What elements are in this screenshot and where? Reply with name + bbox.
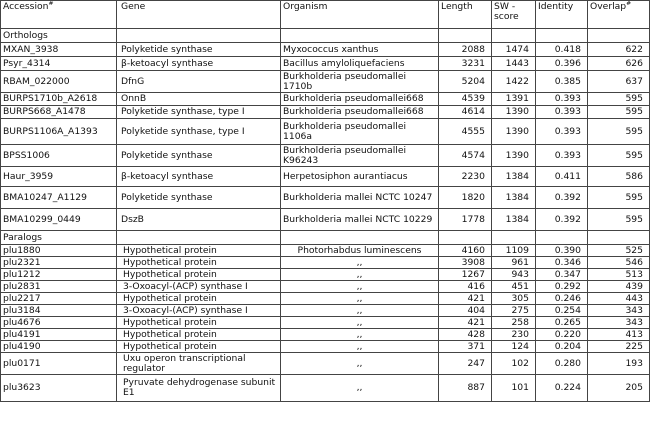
gene-cell: Hypothetical protein <box>117 293 281 305</box>
accession-cell: plu1880 <box>1 245 117 257</box>
accession-cell: plu3623 <box>1 375 117 402</box>
sw-score-cell: 1109 <box>492 245 536 257</box>
gene-cell: β-ketoacyl synthase <box>117 57 281 71</box>
organism-cell: Burkholderia pseudomallei668 <box>281 106 439 119</box>
overlap-cell: 586 <box>588 167 650 187</box>
gene-cell: β-ketoacyl synthase <box>117 167 281 187</box>
identity-cell: 0.204 <box>536 341 588 353</box>
table-row <box>1 329 650 341</box>
gene-cell: Hypothetical protein <box>117 257 281 269</box>
gene-cell: DfnG <box>117 71 281 93</box>
accession-cell: plu4191 <box>1 329 117 341</box>
table-row <box>1 187 650 209</box>
gene-cell: Polyketide synthase, type I <box>117 106 281 119</box>
gene-cell: 3-Oxoacyl-(ACP) synthase I <box>117 305 281 317</box>
table-row <box>1 57 650 71</box>
overlap-footnote-mark: # <box>626 0 632 7</box>
identity-cell: 0.392 <box>536 209 588 231</box>
organism-cell: ,, <box>281 269 439 281</box>
section-label-orthologs: Orthologs <box>1 29 117 43</box>
sw-score-cell: 961 <box>492 257 536 269</box>
accession-cell: MXAN_3938 <box>1 43 117 57</box>
table-row <box>1 281 650 293</box>
gene-cell: DszB <box>117 209 281 231</box>
table-row <box>1 375 650 402</box>
accession-cell: RBAM_022000 <box>1 71 117 93</box>
overlap-cell: 546 <box>588 257 650 269</box>
header-row <box>1 1 650 29</box>
overlap-cell: 343 <box>588 317 650 329</box>
sw-score-cell: 1422 <box>492 71 536 93</box>
overlap-cell: 595 <box>588 187 650 209</box>
gene-cell: Hypothetical protein <box>117 269 281 281</box>
header-sw-score: SW - score <box>492 1 536 29</box>
sw-score-cell: 1390 <box>492 106 536 119</box>
identity-cell: 0.292 <box>536 281 588 293</box>
header-overlap: Overlap# <box>588 1 650 29</box>
accession-cell: plu4190 <box>1 341 117 353</box>
identity-cell: 0.393 <box>536 93 588 106</box>
identity-cell: 0.346 <box>536 257 588 269</box>
length-cell: 4614 <box>439 106 492 119</box>
overlap-cell: 205 <box>588 375 650 402</box>
overlap-cell: 595 <box>588 209 650 231</box>
table-row <box>1 257 650 269</box>
accession-footnote-mark: # <box>48 0 54 7</box>
length-cell: 4574 <box>439 145 492 167</box>
overlap-cell: 595 <box>588 106 650 119</box>
sw-score-cell: 1384 <box>492 167 536 187</box>
accession-cell: plu0171 <box>1 353 117 375</box>
organism-cell: ,, <box>281 293 439 305</box>
accession-cell: BMA10299_0449 <box>1 209 117 231</box>
accession-cell: plu2217 <box>1 293 117 305</box>
header-identity: Identity <box>536 1 588 29</box>
overlap-cell: 595 <box>588 145 650 167</box>
length-cell: 247 <box>439 353 492 375</box>
organism-cell: Burkholderia mallei NCTC 10229 <box>281 209 439 231</box>
sw-score-cell: 1390 <box>492 119 536 145</box>
identity-cell: 0.224 <box>536 375 588 402</box>
length-cell: 404 <box>439 305 492 317</box>
overlap-cell: 622 <box>588 43 650 57</box>
table-row <box>1 145 650 167</box>
gene-cell: Hypothetical protein <box>117 341 281 353</box>
sw-score-cell: 124 <box>492 341 536 353</box>
gene-cell: OnnB <box>117 93 281 106</box>
identity-cell: 0.390 <box>536 245 588 257</box>
gene-cell: Polyketide synthase, type I <box>117 119 281 145</box>
table-row <box>1 167 650 187</box>
accession-cell: plu2831 <box>1 281 117 293</box>
identity-cell: 0.347 <box>536 269 588 281</box>
overlap-cell: 439 <box>588 281 650 293</box>
length-cell: 1267 <box>439 269 492 281</box>
length-cell: 887 <box>439 375 492 402</box>
overlap-cell: 413 <box>588 329 650 341</box>
accession-cell: plu2321 <box>1 257 117 269</box>
organism-cell: ,, <box>281 257 439 269</box>
identity-cell: 0.411 <box>536 167 588 187</box>
gene-cell: Polyketide synthase <box>117 145 281 167</box>
length-cell: 2230 <box>439 167 492 187</box>
sw-score-cell: 1390 <box>492 145 536 167</box>
sw-score-cell: 1384 <box>492 209 536 231</box>
organism-cell: Bacillus amyloliquefaciens <box>281 57 439 71</box>
gene-cell: Uxu operon transcriptional regulator <box>117 353 281 375</box>
length-cell: 1778 <box>439 209 492 231</box>
section-row-orthologs <box>1 29 650 43</box>
identity-cell: 0.246 <box>536 293 588 305</box>
table-row <box>1 245 650 257</box>
section-row-paralogs <box>1 231 650 245</box>
identity-cell: 0.265 <box>536 317 588 329</box>
length-cell: 3908 <box>439 257 492 269</box>
header-gene: Gene <box>117 1 281 29</box>
identity-cell: 0.393 <box>536 145 588 167</box>
accession-cell: BURPS1710b_A2618 <box>1 93 117 106</box>
table-row <box>1 293 650 305</box>
identity-cell: 0.392 <box>536 187 588 209</box>
overlap-cell: 595 <box>588 119 650 145</box>
organism-cell: Burkholderia pseudomallei K96243 <box>281 145 439 167</box>
gene-cell: Hypothetical protein <box>117 317 281 329</box>
overlap-cell: 193 <box>588 353 650 375</box>
overlap-cell: 443 <box>588 293 650 305</box>
length-cell: 416 <box>439 281 492 293</box>
overlap-cell: 513 <box>588 269 650 281</box>
organism-cell: Burkholderia pseudomallei 1710b <box>281 71 439 93</box>
overlap-cell: 225 <box>588 341 650 353</box>
organism-cell: ,, <box>281 317 439 329</box>
table-row <box>1 43 650 57</box>
organism-cell: Myxococcus xanthus <box>281 43 439 57</box>
gene-cell: Hypothetical protein <box>117 245 281 257</box>
length-cell: 371 <box>439 341 492 353</box>
overlap-cell: 343 <box>588 305 650 317</box>
sw-score-cell: 1391 <box>492 93 536 106</box>
length-cell: 2088 <box>439 43 492 57</box>
table-row <box>1 353 650 375</box>
accession-cell: BMA10247_A1129 <box>1 187 117 209</box>
length-cell: 428 <box>439 329 492 341</box>
accession-cell: Psyr_4314 <box>1 57 117 71</box>
sw-score-cell: 101 <box>492 375 536 402</box>
overlap-cell: 595 <box>588 93 650 106</box>
table-row <box>1 106 650 119</box>
length-cell: 4555 <box>439 119 492 145</box>
length-cell: 5204 <box>439 71 492 93</box>
organism-cell: Burkholderia mallei NCTC 10247 <box>281 187 439 209</box>
header-length: Length <box>439 1 492 29</box>
sw-score-cell: 943 <box>492 269 536 281</box>
identity-cell: 0.254 <box>536 305 588 317</box>
identity-cell: 0.220 <box>536 329 588 341</box>
accession-cell: plu3184 <box>1 305 117 317</box>
organism-cell: Photorhabdus luminescens <box>281 245 439 257</box>
organism-cell: ,, <box>281 353 439 375</box>
identity-cell: 0.393 <box>536 119 588 145</box>
gene-cell: Pyruvate dehydrogenase subunit E1 <box>117 375 281 402</box>
length-cell: 421 <box>439 317 492 329</box>
length-cell: 1820 <box>439 187 492 209</box>
organism-cell: Burkholderia pseudomallei668 <box>281 93 439 106</box>
sw-score-cell: 451 <box>492 281 536 293</box>
organism-cell: Herpetosiphon aurantiacus <box>281 167 439 187</box>
organism-cell: ,, <box>281 281 439 293</box>
identity-cell: 0.393 <box>536 106 588 119</box>
header-organism: Organism <box>281 1 439 29</box>
table-row <box>1 305 650 317</box>
accession-cell: BPSS1006 <box>1 145 117 167</box>
overlap-cell: 525 <box>588 245 650 257</box>
gene-cell: 3-Oxoacyl-(ACP) synthase I <box>117 281 281 293</box>
accession-cell: BURPS1106A_A1393 <box>1 119 117 145</box>
sw-score-cell: 305 <box>492 293 536 305</box>
accession-cell: plu1212 <box>1 269 117 281</box>
identity-cell: 0.418 <box>536 43 588 57</box>
organism-cell: Burkholderia pseudomallei 1106a <box>281 119 439 145</box>
length-cell: 421 <box>439 293 492 305</box>
length-cell: 4539 <box>439 93 492 106</box>
section-label-paralogs: Paralogs <box>1 231 117 245</box>
sw-score-cell: 275 <box>492 305 536 317</box>
gene-cell: Polyketide synthase <box>117 187 281 209</box>
table-row <box>1 93 650 106</box>
organism-cell: ,, <box>281 341 439 353</box>
identity-cell: 0.385 <box>536 71 588 93</box>
accession-cell: BURPS668_A1478 <box>1 106 117 119</box>
sw-score-cell: 1384 <box>492 187 536 209</box>
sw-score-cell: 1443 <box>492 57 536 71</box>
header-accession: Accession# <box>1 1 117 29</box>
table-row <box>1 269 650 281</box>
gene-cell: Hypothetical protein <box>117 329 281 341</box>
table-row <box>1 119 650 145</box>
table-row <box>1 317 650 329</box>
accession-cell: Haur_3959 <box>1 167 117 187</box>
organism-cell: ,, <box>281 329 439 341</box>
identity-cell: 0.280 <box>536 353 588 375</box>
sw-score-cell: 102 <box>492 353 536 375</box>
table-row <box>1 71 650 93</box>
sw-score-cell: 258 <box>492 317 536 329</box>
sw-score-cell: 230 <box>492 329 536 341</box>
table-row <box>1 209 650 231</box>
length-cell: 3231 <box>439 57 492 71</box>
sw-score-cell: 1474 <box>492 43 536 57</box>
accession-cell: plu4676 <box>1 317 117 329</box>
length-cell: 4160 <box>439 245 492 257</box>
organism-cell: ,, <box>281 375 439 402</box>
organism-cell: ,, <box>281 305 439 317</box>
gene-cell: Polyketide synthase <box>117 43 281 57</box>
table-row <box>1 341 650 353</box>
overlap-cell: 637 <box>588 71 650 93</box>
identity-cell: 0.396 <box>536 57 588 71</box>
overlap-cell: 626 <box>588 57 650 71</box>
